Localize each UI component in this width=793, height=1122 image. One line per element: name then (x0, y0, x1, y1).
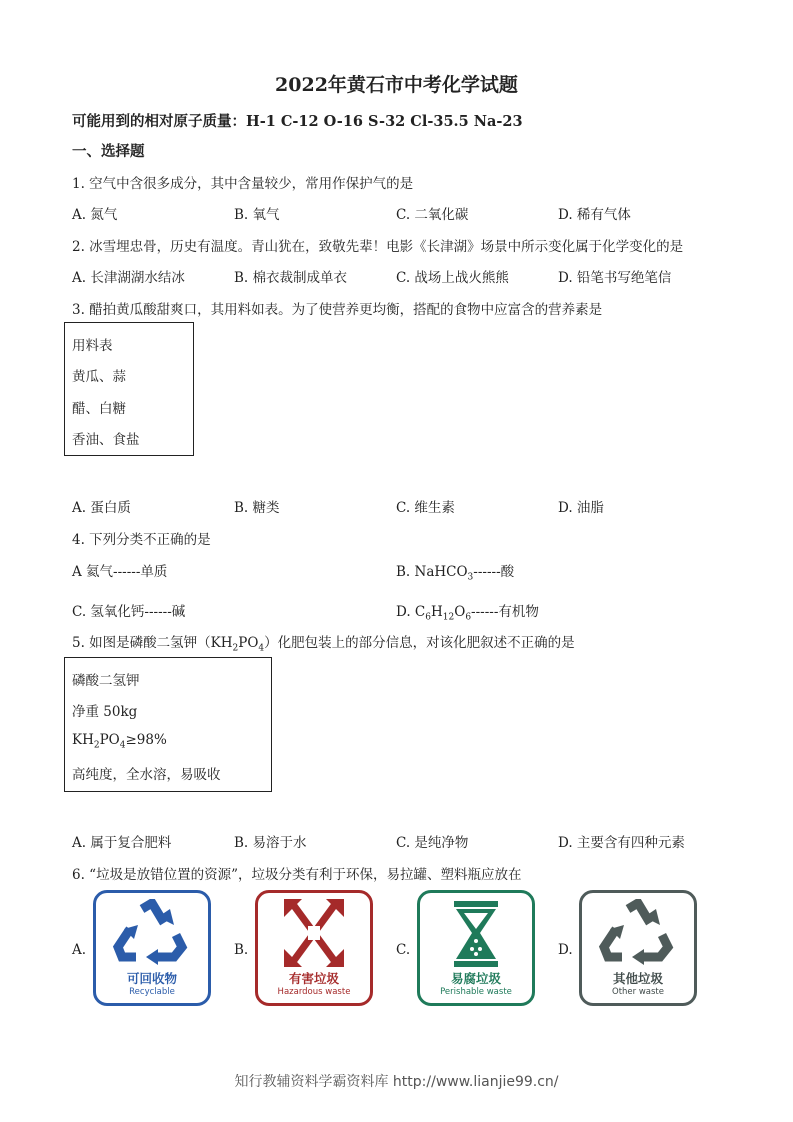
q3-table-row: 香油、食盐 (72, 432, 140, 448)
q5-label-purity: $KH_2PO_4\ge 98\%$ (72, 732, 167, 751)
recycle-icon (596, 899, 680, 969)
atomic-masses: 可能用到的相对原子质量：H-1 C-12 O-16 S-32 Cl-35.5 Na-23 (72, 113, 523, 130)
section-heading: 一、选择题 (72, 143, 145, 160)
q6-stem: 6. “垃圾是放错位置的资源”，垃圾分类有利于环保，易拉罐、塑料瓶应放在 (72, 867, 522, 883)
q5-label-name: 磷酸二氢钾 (72, 673, 140, 689)
q1-option-b: B. 氧气 (234, 207, 280, 223)
q4-option-d: D. $C_6H_{12}O_6------$有机物 (396, 604, 539, 623)
q3-table-row: 用料表 (72, 338, 113, 354)
q3-stem: 3. 醋拍黄瓜酸甜爽口，其用料如表。为了使营养更均衡，搭配的食物中应富含的营养素是 (72, 302, 603, 318)
hazard-arrows-icon (272, 899, 356, 969)
q4-option-b: B. NaHCO$_3$------酸 (396, 564, 515, 583)
q4-stem: 4. 下列分类不正确的是 (72, 532, 211, 548)
q6-option-c: C. (396, 942, 411, 958)
q3-table-row: 醋、白糖 (72, 401, 126, 417)
q5-option-c: C. 是纯净物 (396, 835, 469, 851)
bin-label-en: Recyclable (129, 987, 175, 997)
q3-option-b: B. 糖类 (234, 500, 280, 516)
q5-option-a: A. 属于复合肥料 (72, 835, 172, 851)
perishable-bin-sign (417, 890, 535, 1006)
footer-watermark: 知行教辅资料学霸资料库 http://www.lianjie99.cn/ (234, 1074, 559, 1090)
bin-label-en: Perishable waste (440, 987, 512, 997)
q1-stem: 1. 空气中含很多成分，其中含量较少，常用作保护气的是 (72, 176, 414, 192)
q2-stem: 2. 冰雪埋忠骨，历史有温度。青山犹在，致敬先辈！电影《长津湖》场景中所示变化属于化学变化的是 (72, 239, 684, 255)
other-waste-bin-sign (579, 890, 697, 1006)
q4-option-c: C. 氢氧化钙------碱 (72, 604, 186, 620)
q2-option-d: D. 铅笔书写绝笔信 (558, 270, 672, 286)
q6-option-d: D. (558, 942, 573, 958)
bin-label-en: Hazardous waste (277, 987, 351, 997)
q5-label-desc: 高纯度，全水溶，易吸收 (72, 767, 221, 783)
q5-fertilizer-label (64, 657, 272, 792)
q5-label-weight: 净重 50kg (72, 704, 138, 720)
bin-label-cn: 可回收物 (126, 971, 177, 986)
q6-option-b: B. (234, 942, 249, 958)
bin-label-cn: 有害垃圾 (288, 971, 339, 986)
page-title: 2022年黄石市中考化学试题 (275, 74, 518, 96)
q2-option-a: A. 长津湖湖水结冰 (72, 270, 185, 286)
q4-option-a: A 氦气------单质 (72, 564, 168, 580)
q5-option-d: D. 主要含有四种元素 (558, 835, 685, 851)
q5-stem: 5. 如图是磷酸二氢钾$(KH_2PO_4)$化肥包装上的部分信息，对该化肥叙述不正确的是 (72, 635, 575, 654)
q1-option-c: C. 二氧化碳 (396, 207, 469, 223)
q6-option-a: A. (72, 942, 87, 958)
q1-option-a: A. 氮气 (72, 207, 118, 223)
q3-option-a: A. 蛋白质 (72, 500, 131, 516)
q1-option-d: D. 稀有气体 (558, 207, 631, 223)
recycle-icon (110, 899, 194, 969)
hourglass-icon (434, 899, 518, 969)
q3-option-c: C. 维生素 (396, 500, 455, 516)
q3-ingredient-table (64, 322, 194, 456)
q3-table-row: 黄瓜、蒜 (72, 369, 126, 385)
hazardous-bin-sign (255, 890, 373, 1006)
bin-label-en: Other waste (612, 987, 664, 997)
bin-label-cn: 易腐垃圾 (450, 971, 501, 986)
bin-label-cn: 其他垃圾 (612, 971, 663, 986)
q5-option-b: B. 易溶于水 (234, 835, 307, 851)
q2-option-c: C. 战场上战火熊熊 (396, 270, 509, 286)
q3-option-d: D. 油脂 (558, 500, 604, 516)
q2-option-b: B. 棉衣裁制成单衣 (234, 270, 348, 286)
recyclable-bin-sign (93, 890, 211, 1006)
